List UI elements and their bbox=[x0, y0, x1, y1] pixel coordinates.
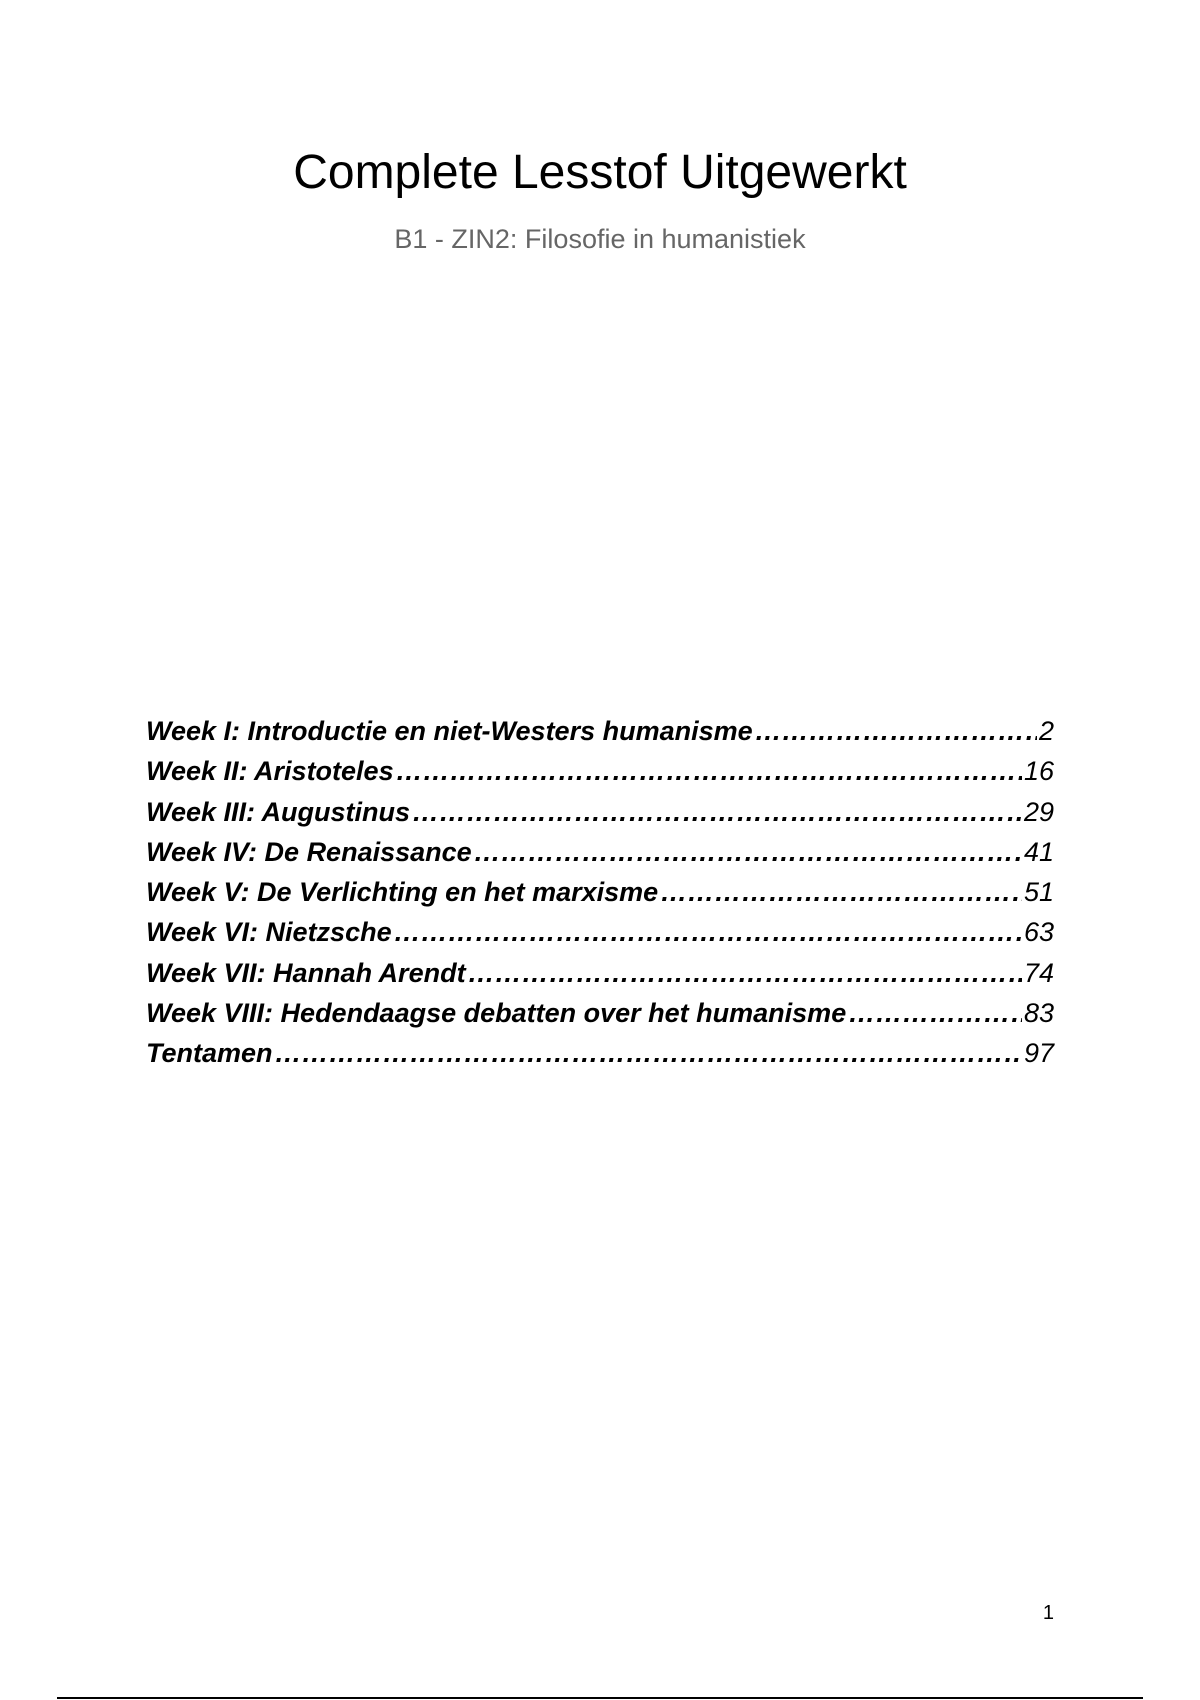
toc-entry-page: 51 bbox=[1023, 877, 1054, 908]
toc-entry-label: Week II: Aristoteles bbox=[146, 756, 394, 787]
toc-dot-leader bbox=[755, 716, 1037, 747]
toc-entry-week-6[interactable] bbox=[146, 917, 1054, 957]
toc-dot-leader bbox=[394, 917, 1022, 948]
toc-entry-page: 29 bbox=[1023, 796, 1054, 827]
toc-entry-label: Week I: Introductie en niet-Westers humanisme bbox=[146, 716, 753, 746]
toc-entry-label: Week VII: Hannah Arendt bbox=[146, 957, 466, 988]
toc-entry-label: Tentamen bbox=[146, 1038, 273, 1069]
toc-entry-week-2[interactable] bbox=[146, 756, 1054, 796]
toc-entry-week-1[interactable] bbox=[146, 716, 1054, 756]
toc-entry-page: 41 bbox=[1023, 836, 1054, 867]
toc-dot-leader bbox=[848, 998, 1022, 1029]
toc-entry-label: Week III: Augustinus bbox=[146, 796, 411, 827]
toc-entry-page: 63 bbox=[1023, 917, 1054, 948]
toc-entry-label: Week VI: Nietzsche bbox=[146, 917, 392, 948]
toc-dot-leader bbox=[468, 958, 1022, 989]
document-title: Complete Lesstof Uitgewerkt bbox=[293, 146, 907, 199]
toc-entry-page: 2 bbox=[1038, 716, 1054, 746]
toc-entry-week-4[interactable] bbox=[146, 837, 1054, 877]
toc-entry-page: 97 bbox=[1023, 1038, 1054, 1069]
toc-entry-label: Week V: De Verlichting en het marxisme bbox=[146, 877, 659, 908]
page-number: 1 bbox=[1042, 1602, 1054, 1624]
toc-entry-page: 16 bbox=[1023, 756, 1054, 787]
toc-entry-label: Week VIII: Hedendaagse debatten over het humanisme bbox=[146, 998, 847, 1029]
toc-entry-page: 83 bbox=[1023, 998, 1054, 1029]
toc-entry-week-8[interactable] bbox=[146, 998, 1054, 1038]
footer-divider bbox=[57, 1697, 1143, 1699]
toc-entry-tentamen[interactable] bbox=[146, 1038, 1054, 1078]
toc-dot-leader bbox=[660, 877, 1022, 908]
toc-entry-label: Week IV: De Renaissance bbox=[146, 836, 472, 867]
toc-entry-week-5[interactable] bbox=[146, 877, 1054, 917]
toc-dot-leader bbox=[474, 837, 1022, 868]
toc-entry-page: 74 bbox=[1023, 957, 1054, 988]
table-of-contents bbox=[146, 716, 1054, 1079]
toc-dot-leader bbox=[412, 797, 1022, 828]
toc-entry-week-7[interactable] bbox=[146, 958, 1054, 998]
toc-entry-week-3[interactable] bbox=[146, 797, 1054, 837]
document-subtitle: B1 - ZIN2: Filosofie in humanistiek bbox=[394, 224, 806, 254]
toc-dot-leader bbox=[275, 1038, 1022, 1069]
toc-dot-leader bbox=[396, 756, 1022, 787]
